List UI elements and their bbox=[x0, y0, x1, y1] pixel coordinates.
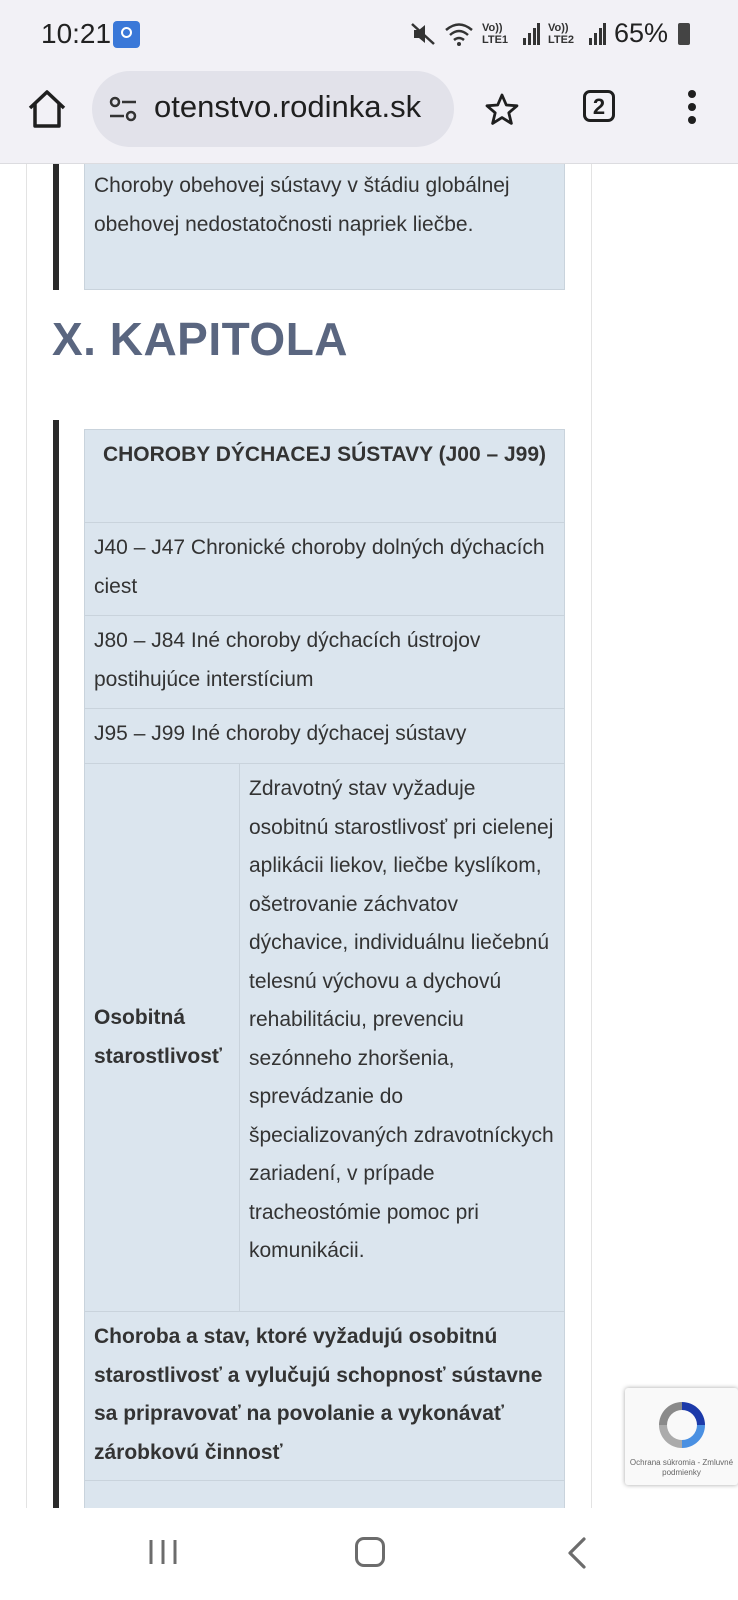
system-nav-bar bbox=[0, 1508, 738, 1600]
chapter-heading: X. KAPITOLA bbox=[52, 313, 349, 365]
recaptcha-badge[interactable] bbox=[625, 1388, 738, 1485]
browser-toolbar bbox=[0, 70, 738, 164]
battery-percent: 65% bbox=[613, 18, 668, 48]
status-bar bbox=[0, 0, 738, 70]
network-label-2: Vo)) LTE2 bbox=[547, 21, 575, 46]
recaptcha-links[interactable]: Ochrana súkromia - Zmluvné podmienky bbox=[629, 1458, 734, 1477]
url-text[interactable]: otenstvo.rodinka.sk bbox=[154, 89, 422, 124]
recaptcha-icon bbox=[653, 1396, 711, 1454]
table-row-partial bbox=[84, 1480, 565, 1508]
special-care-label: Osobitná starostlivosť bbox=[84, 763, 240, 1312]
table-row: J95 – J99 Iné choroby dýchacej sústavy bbox=[84, 708, 565, 764]
tab-switcher-button[interactable]: 2 bbox=[583, 90, 615, 122]
page-content[interactable] bbox=[0, 164, 738, 1508]
nav-home-icon[interactable] bbox=[355, 1537, 385, 1567]
intro-cell: Choroby obehovej sústavy v štádiu globálnej obehovej nedostatočnosti napriek liečbe. bbox=[84, 164, 565, 290]
wifi-icon bbox=[444, 21, 474, 47]
table-row: J40 – J47 Chronické choroby dolných dýchacích ciest bbox=[84, 522, 565, 616]
table-header: CHOROBY DÝCHACEJ SÚSTAVY (J00 – J99) bbox=[84, 429, 565, 523]
url-bar[interactable] bbox=[92, 71, 454, 147]
profile-icon bbox=[113, 21, 140, 48]
mute-icon bbox=[410, 21, 436, 47]
recent-apps-icon[interactable] bbox=[148, 1538, 178, 1566]
table-footer-bold: Choroba a stav, ktoré vyžadujú osobitnú starostlivosť a vylučujú schopnosť sústavne sa pripravovať na povolanie a vykonávať zárobkovú činnosť bbox=[84, 1311, 565, 1481]
battery-icon bbox=[678, 23, 690, 45]
home-icon[interactable] bbox=[26, 88, 68, 130]
more-menu-icon[interactable] bbox=[688, 90, 696, 126]
bookmark-star-icon[interactable] bbox=[484, 92, 520, 128]
site-settings-icon[interactable] bbox=[108, 95, 138, 123]
signal-icon-2 bbox=[588, 22, 606, 46]
back-icon[interactable] bbox=[566, 1536, 588, 1570]
network-label-1: Vo)) LTE1 bbox=[481, 21, 509, 46]
table-row: J80 – J84 Iné choroby dýchacích ústrojov postihujúce interstícium bbox=[84, 615, 565, 709]
quote-bar-table bbox=[53, 420, 59, 1508]
special-care-text: Zdravotný stav vyžaduje osobitnú starostlivosť pri cielenej aplikácii liekov, liečbe kyslíkom, ošetrovanie záchvatov dýchavice, individuálnu liečebnú telesnú výchovu a dychovú rehabilitáciu, prevenciu sezónneho zhoršenia, sprevádzanie do špecializovaných zdravotníckych zariadení, v prípade tracheostómie pomoc pri komunikácii. bbox=[239, 763, 565, 1312]
quote-bar-top bbox=[53, 164, 59, 290]
signal-icon bbox=[522, 22, 540, 46]
status-indicators bbox=[410, 18, 690, 49]
status-time: 10:21 bbox=[41, 18, 112, 49]
